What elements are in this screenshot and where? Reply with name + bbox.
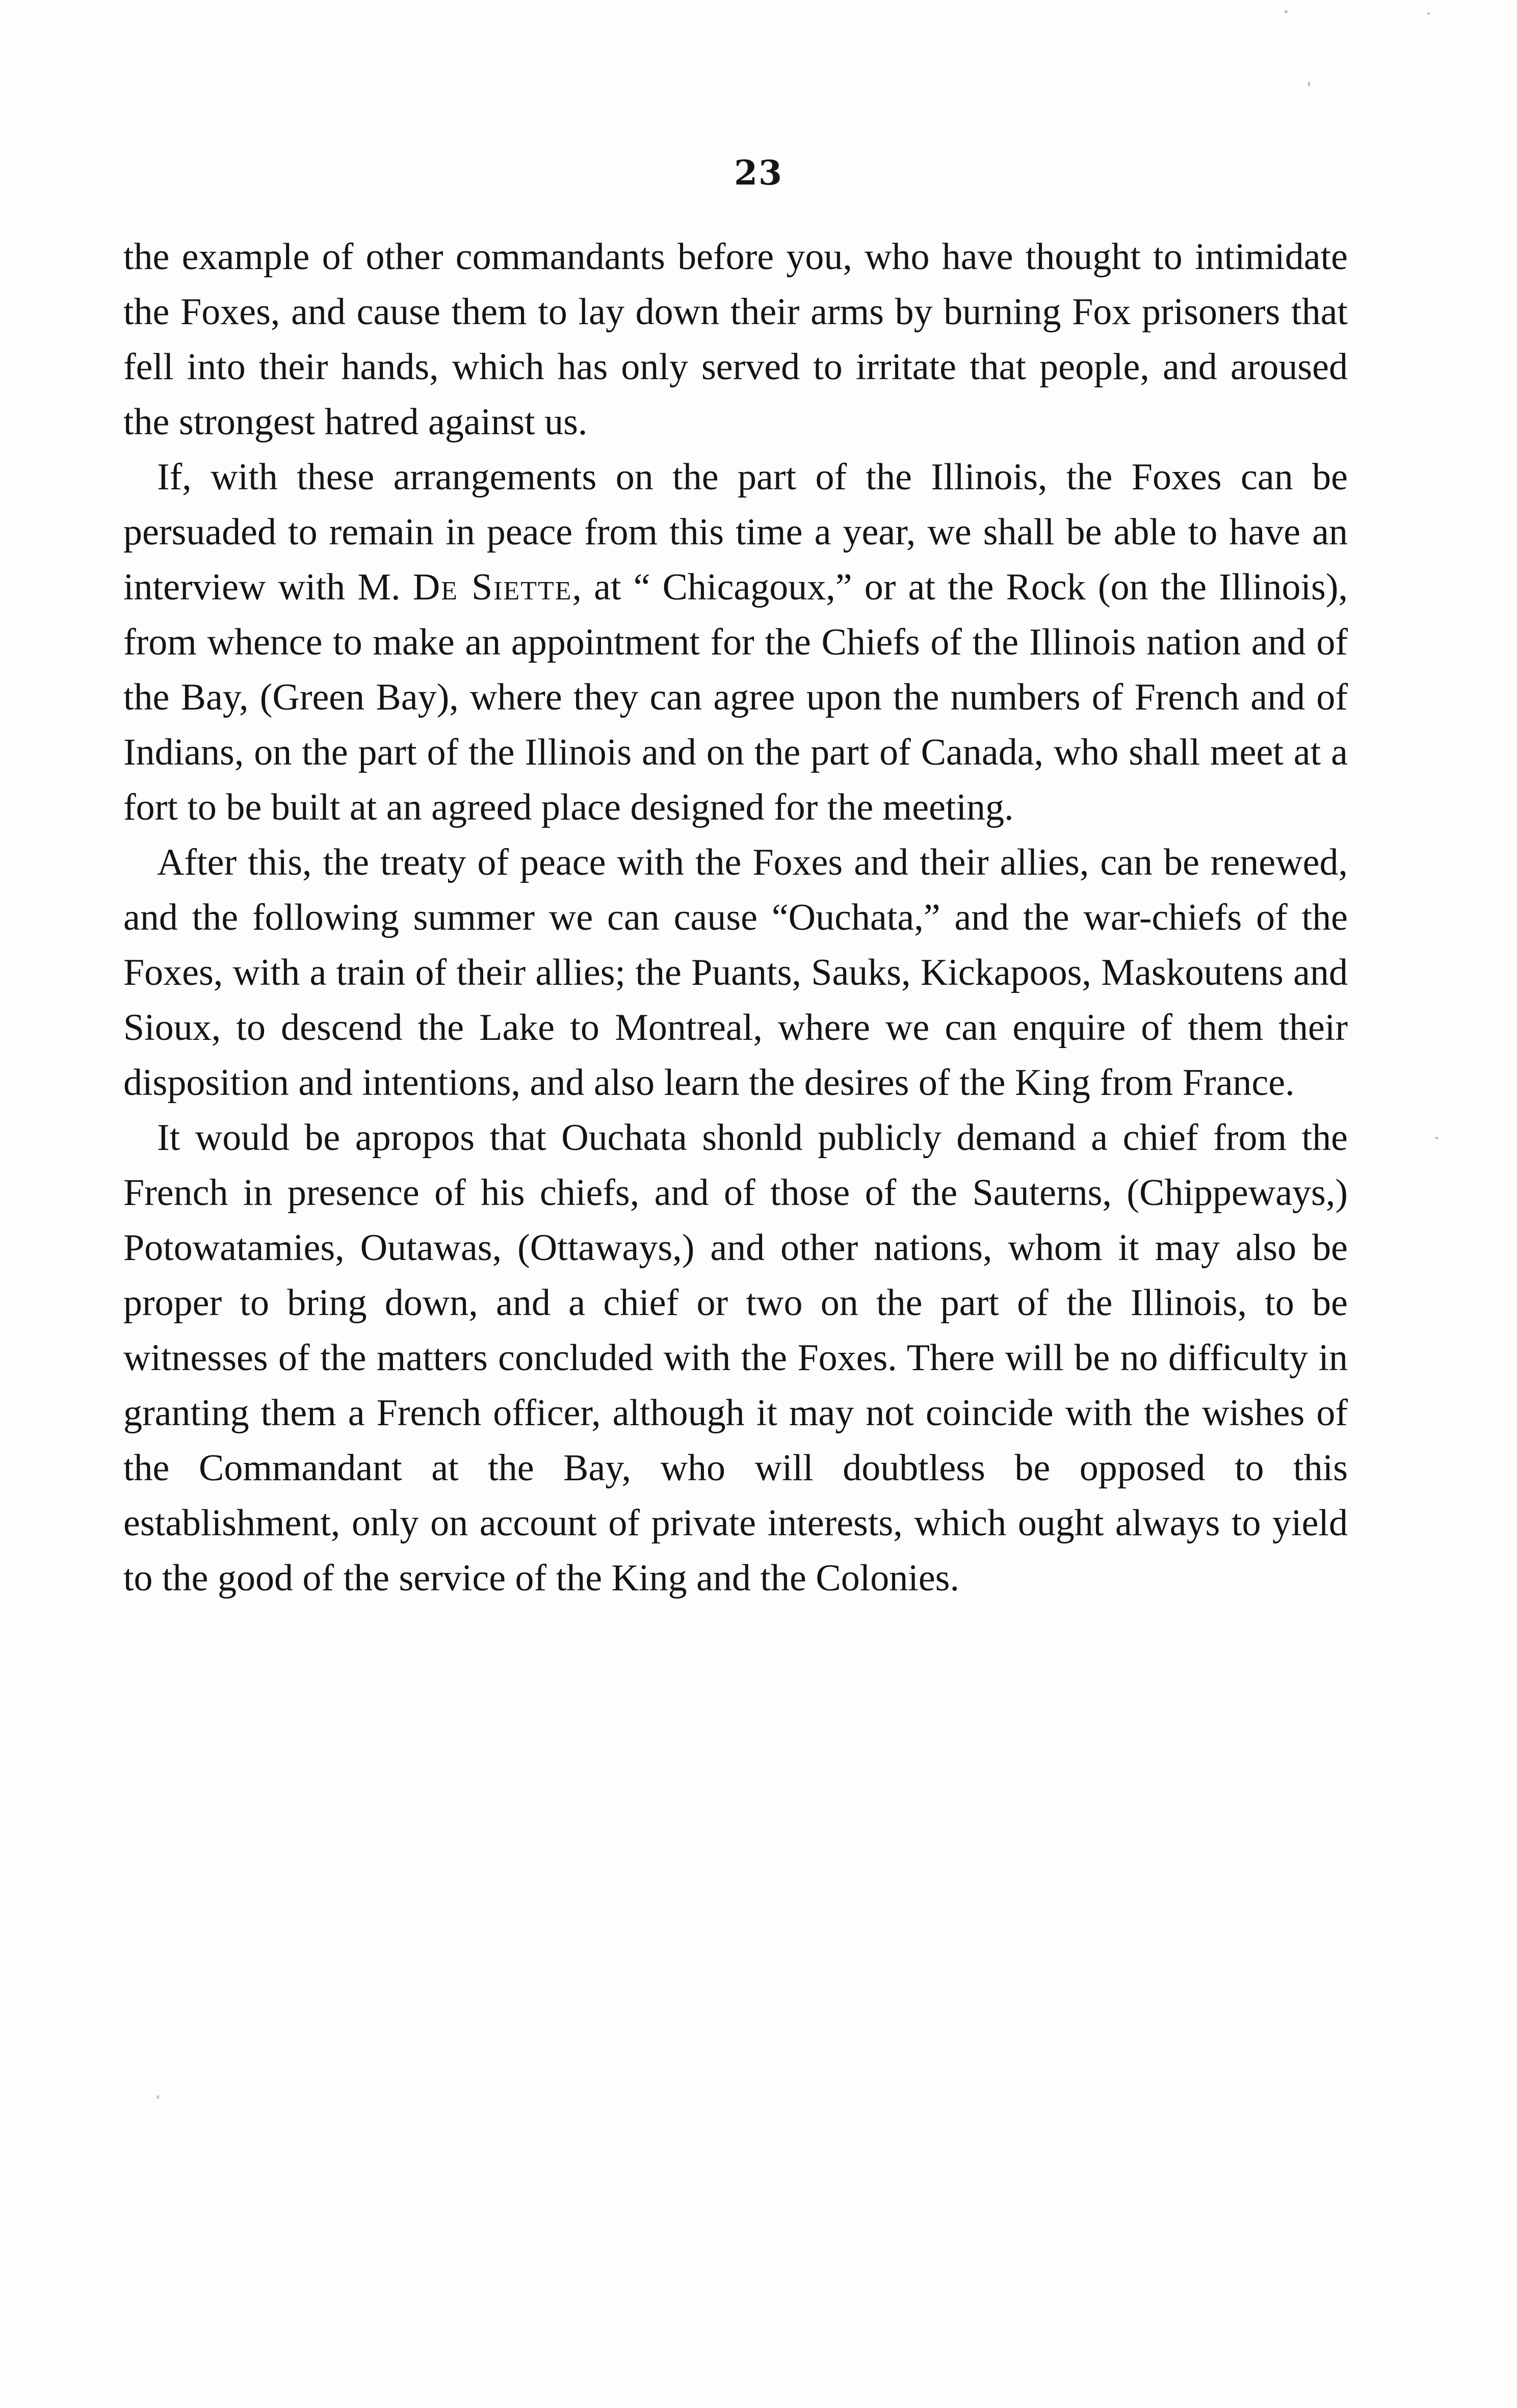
paragraph-2-before: If, with these arrangements on the part of the Illinois, the Foxes can be persuaded to remain in peace from this time a year, we shall be able to have an interview with M. [123, 456, 1348, 608]
paragraph-3: After this, the treaty of peace with the Foxes and their allies, can be renewed, and the following summer we can cause “Ouchata,” and the war-chiefs of the Foxes, with a train of their allies; the Puants, Sauks, Kickapoos, Maskoutens and Sioux, to descend the Lake to Montreal, where we can enquire of them their disposition and intentions, and also learn the desires of the King from France. [123, 842, 1348, 1104]
print-speck [1435, 1137, 1438, 1139]
body-text [123, 229, 1348, 1606]
paragraph-2 [123, 450, 1348, 835]
page-number: 23 [734, 153, 783, 193]
print-speck [1285, 10, 1288, 13]
person-name-de-siette: De Siette [412, 566, 572, 608]
paragraph-1: the example of other commandants before you, who have thought to intimidate the Foxes, and cause them to lay down their arms by burning Fox prisoners that fell into their hands, which has only served to irritate that people, and aroused the strongest hatred against us. [123, 236, 1348, 443]
print-speck [1427, 12, 1430, 15]
paragraph-2-after: , at “ Chicagoux,” or at the Rock (on the Illinois), from whence to make an appointment for the Chiefs of the Illinois nation and of the Bay, (Green Bay), where they can agree upon the numbers of French and of Indians, on the part of the Illinois and on the part of Canada, who shall meet at a fort to be built at an agreed place designed for the meeting. [123, 566, 1348, 828]
print-speck [157, 2095, 159, 2099]
print-speck [1308, 82, 1310, 87]
paragraph-4: It would be apropos that Ouchata shonld publicly demand a chief from the French in presence of his chiefs, and of those of the Sauterns, (Chippeways,) Potowatamies, Outawas, (Ottaways,) and other nations, whom it may also be proper to bring down, and a chief or two on the part of the Illinois, to be witnesses of the matters concluded with the Foxes. There will be no difficulty in granting them a French officer, although it may not coincide with the wishes of the Commandant at the Bay, who will doubtless be opposed to this establishment, only on account of private interests, which ought always to yield to the good of the service of the King and the Colonies. [123, 1117, 1348, 1599]
